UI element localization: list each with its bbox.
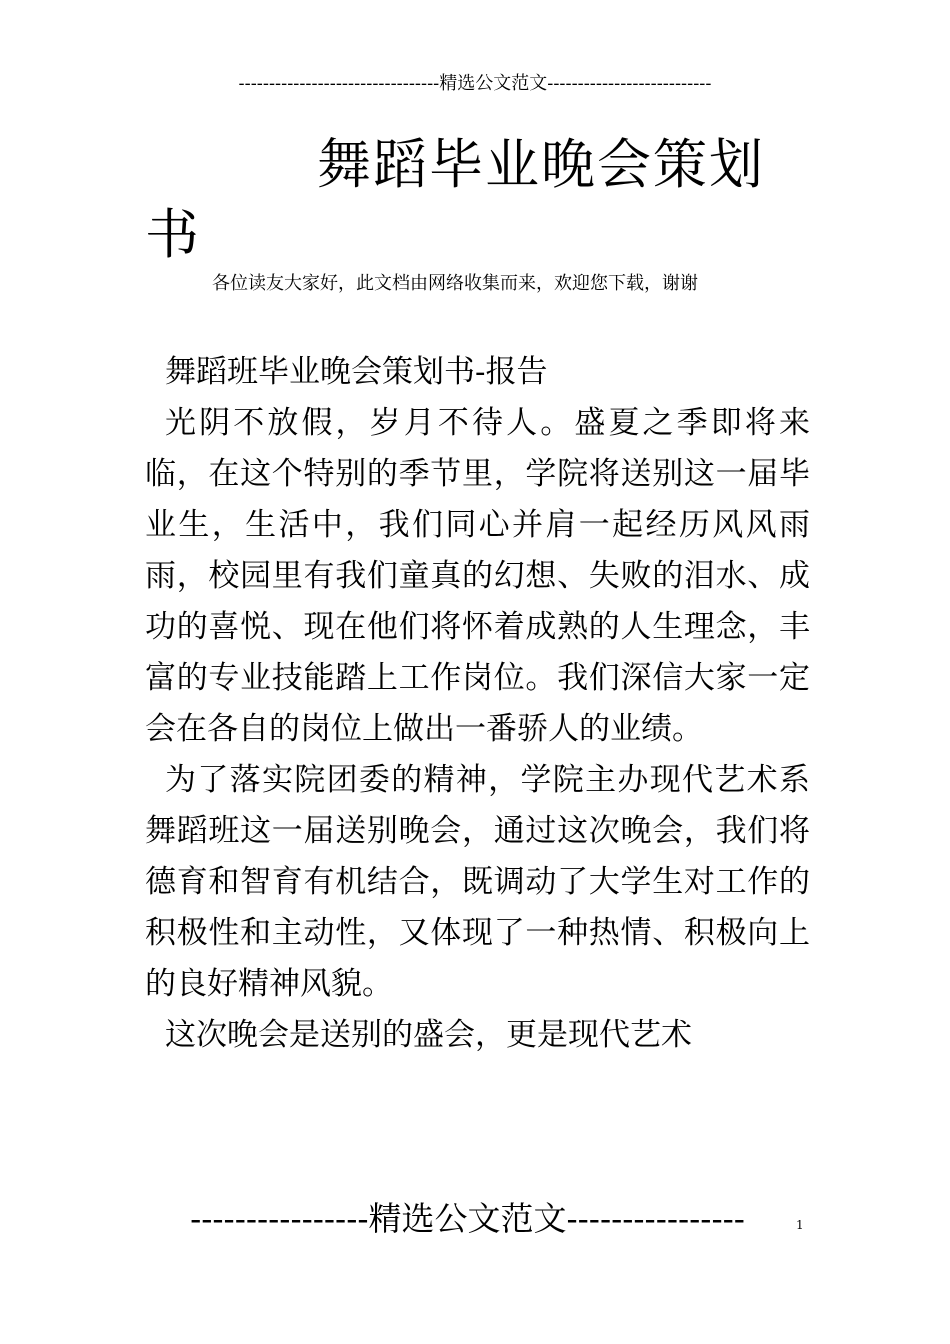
footer-rule: ----------------精选公文范文----------------	[190, 1199, 745, 1238]
paragraph: 光阴不放假，岁月不待人。盛夏之季即将来临，在这个特别的季节里，学院将送别这一届毕业生，生活中，我们同心并肩一起经历风风雨雨，校园里有我们童真的幻想、失败的泪水、成功的喜悦、现在他们将怀着成熟的人生理念，丰富的专业技能踏上工作岗位。我们深信大家一定会在各自的岗位上做出一番骄人的业绩。	[145, 405, 810, 747]
title-line-1: 舞蹈毕业晚会策划	[317, 133, 765, 196]
body-text	[145, 398, 810, 1061]
page-number: 1	[796, 1218, 804, 1232]
document-title	[145, 130, 815, 270]
paragraph: 这次晚会是送别的盛会，更是现代艺术	[165, 1017, 692, 1053]
header-rule: ---------------------------------精选公文范文---------------------------	[238, 73, 712, 94]
paragraph: 为了落实院团委的精神，学院主办现代艺术系舞蹈班这一届送别晚会，通过这次晚会，我们将德育和智育有机结合，既调动了大学生对工作的积极性和主动性，又体现了一种热情、积极向上的良好精神风貌。	[145, 762, 810, 1002]
title-line-2: 书	[145, 203, 201, 266]
download-notice: 各位读友大家好，此文档由网络收集而来，欢迎您下载，谢谢	[212, 273, 698, 294]
subtitle: 舞蹈班毕业晚会策划书-报告	[165, 354, 548, 390]
